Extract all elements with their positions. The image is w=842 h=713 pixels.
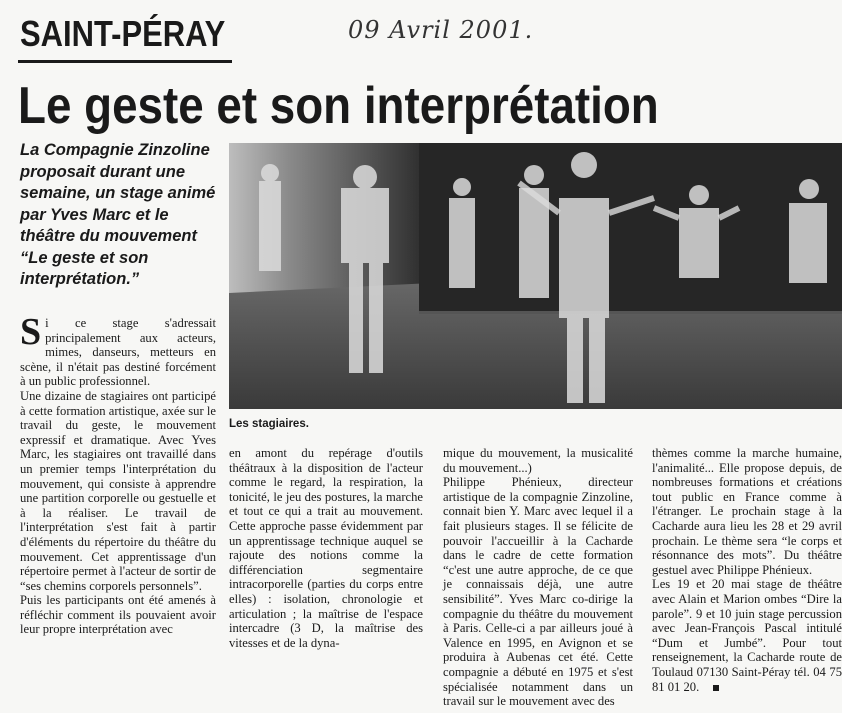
photo-caption: Les stagiaires. <box>229 418 309 430</box>
article-lede: La Compagnie Zinzoline proposait durant une semaine, un stage animé par Yves Marc et le théâtre du mouvement “Le geste et son interprétation.” <box>20 141 216 288</box>
paragraph: en amont du repérage d'outils théâtraux à la disposition de l'acteur comme le regard, la respiration, la tonicité, le jeu des postures, la marche et tout ce qui a trait au mouvement. Cette approche passe évidemment par un apprentissage technique auquel se rajoute des notions comme la différenciation segmentaire intracorporelle (parties du corps entre elles) : isolation, chronologie et articulation ; la maîtrise de l'espace intercadre (3 D, la maîtrise des vitesses et de la dyna- <box>229 446 423 650</box>
section-title: SAINT-PÉRAY <box>20 13 226 54</box>
end-of-article-mark <box>713 685 719 691</box>
article-photo <box>229 143 842 409</box>
paragraph: Les 19 et 20 mai stage de théâtre avec Alain et Marion ombes “Dire la parole”. 9 et 10 juin stage percussion avec Jean-François Pascal intitulé “Dum et Jumbé”. Pour tout renseignement, la Cacharde route de Toulaud 07130 Saint-Péray tél. 04 75 81 01 20. <box>652 577 842 694</box>
article-column-3 <box>443 446 633 709</box>
paragraph: Puis les participants ont été amenés à réfléchir comment ils pouvaient avoir leur propre interprétation avec <box>20 593 216 637</box>
paragraph: Une dizaine de stagiaires ont participé à cette formation artistique, axée sur le travail du geste, le mouvement expressif et dramatique. Avec Yves Marc, les stagiaires ont travaillé dans un premier temps l'interprétation du mouvement, qui consiste à apprendre une partition corporelle ou gestuelle et à la réaliser. Le travail de l'interprétation s'est fait à partir d'éléments du répertoire du théâtre du mouvement. Cet apprentissage d'un répertoire permet à l'acteur de sortir de “ses chemins corporels personnels”. <box>20 388 216 593</box>
drop-cap: S <box>20 311 42 353</box>
paragraph: Philippe Phénieux, directeur artistique de la compagnie Zinzoline, connait bien Y. Marc avec lequel il a fait plusieurs stages. Il se félicite de pouvoir l'accueillir à la Cacharde dans le cadre de cette formation “c'est une autre approche, de ce que je connaissais déjà, une autre sensibilité”. Yves Marc co-dirige la compagnie du théâtre du mouvement à Paris. Celle-ci a par ailleurs joué à Valence en 1995, en Avignon et se produira à Aubenas cet été. Cette compagnie a débuté en 1975 et s'est spécialisée notamment dans un travail sur le mouvement avec des <box>443 475 633 709</box>
article-column-1 <box>20 311 216 637</box>
handwritten-date: 09 Avril 2001. <box>348 16 534 44</box>
article-column-2 <box>229 446 423 650</box>
article-headline: Le geste et son interprétation <box>18 77 659 135</box>
rehearsal-photo-illustration <box>229 143 842 409</box>
paragraph: mique du mouvement, la musicalité du mouvement...) <box>443 446 633 475</box>
paragraph: i ce stage s'adressait principalement aux acteurs, mimes, danseurs, metteurs en scène, il n'était pas destiné forcément à un public professionnel. <box>20 316 216 389</box>
paragraph: thèmes comme la marche humaine, l'animalité... Elle propose depuis, de nombreuses formations et créations tout public en France comme à l'étranger. Le prochain stage à la Cacharde aura lieu les 28 et 29 avril prochain. Le thème sera “le corps et résonnance des mots”. Du théâtre gestuel avec Philippe Phénieux. <box>652 446 842 577</box>
article-column-4 <box>652 446 842 694</box>
section-underline <box>18 60 232 63</box>
